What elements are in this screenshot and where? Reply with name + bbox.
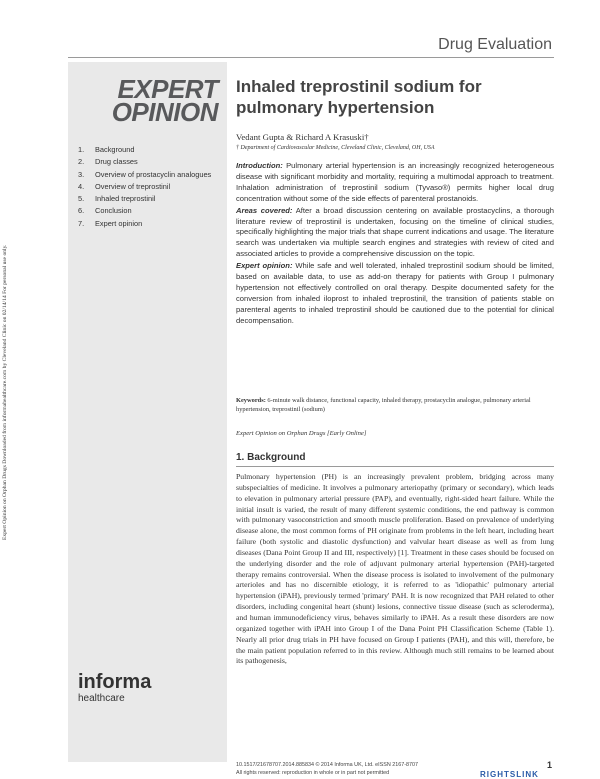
toc-item-prostacyclin-analogues[interactable]: 3. Overview of prostacyclin analogues xyxy=(78,169,212,179)
publisher-name: informa xyxy=(78,671,152,693)
body-paragraph: Pulmonary hypertension (PH) is an increasingly prevalent problem, bridging across many subspecialties of medicine. It involves a pulmonary arteriopathy (primary or secondary), which leads to elevation in pulmonary arterial pressure (PAP), and eventually, right-sided heart failure. While the initial insult is varied, the result of many different systemic conditions, the end pathway is common with pulmonary vasoconstriction and smooth muscle proliferation. Based on prevalence of underlying disease alone, the most common forms of PH originate from problems in the left heart, including heart failure (both systolic and diastolic dysfunction) and valvular heart disease as well as from lung diseases (Dana Point Group II and III, respectively) [1]. Treatment in these cases should be focused on the underlying disorder and the role of adjuvant pulmonary arterial hypertension (PAH)-targeted therapy remains controversial. When the disease process is isolated to involvement of the pulmonary arterioles and has no discernible etiology, it is referred to as 'idiopathic' pulmonary arterial hypertension (iPAH), previously termed 'primary' PAH. It is now recognized that PAH related to other disorders, including congenital heart (shunt) lesions, connective tissue disease (such as scleroderma), and human immunodeficiency virus, behaves similarly to iPAH. As a result these disorders are now organized together with iPAH into Group I of the Dana Point PH Classification Scheme (Table 1). Nearly all prior drug trials in PH have focused on Group I patients (PAH), and this will, therefore, be the main patient population referred to in this review. Although much still remains to be learned about its pathogenesis, xyxy=(236,472,554,666)
abstract xyxy=(236,161,554,328)
section-divider xyxy=(236,466,554,467)
keywords xyxy=(236,396,554,414)
download-stamp xyxy=(0,210,20,540)
footer-doi: 10.1517/21678707.2014.885834 © 2014 Informa UK, Ltd. eISSN 2167-8707 xyxy=(236,762,419,768)
journal-citation: Expert Opinion on Orphan Drugs [Early Online] xyxy=(236,430,367,437)
toc-item-expert-opinion[interactable]: 7. Expert opinion xyxy=(78,218,143,228)
page-number: 1 xyxy=(547,760,553,770)
keywords-list: 6-minute walk distance, functional capacity, inhaled therapy, prostacyclin analogue, pulmonary arterial hypertension, treprostinil (sodium) xyxy=(236,397,531,414)
abstract-introduction: Introduction: Pulmonary arterial hypertension is an increasingly recognized heterogeneous disease with significant morbidity and mortality, requiring a multimodal approach to treatment. Inhalation administration of treprostinil sodium (Tyvaso®) permits higher local drug concentration without some of the side effects of parenteral prostanoids. xyxy=(236,161,554,203)
article-authors: Vedant Gupta & Richard A Krasuski† xyxy=(236,132,369,142)
section-heading-background: 1. Background xyxy=(236,452,306,463)
sidebar xyxy=(68,62,227,762)
toc-item-treprostinil-overview[interactable]: 4. Overview of treprostinil xyxy=(78,181,171,191)
download-stamp-text: Expert Opinion on Orphan Drugs Downloaded from informahealthcare.com by Cleveland Clinic on 02/14/14 For personal use only. xyxy=(2,244,8,540)
journal-logo xyxy=(68,74,218,127)
abstract-areas-covered: Areas covered: After a broad discussion centering on available prostacyclins, a thorough literature review of treprostinil is undertaken, focusing on the timeline of clinical studies, specifically highlighting the major trials that shape current indications and usage. The literature search was undertaken via multiple search engines and strategies with review of cited and associated articles to provide a comprehensive discussion on the topic. xyxy=(236,205,554,259)
journal-logo-line1: EXPERT xyxy=(117,74,218,104)
publisher-subtitle: healthcare xyxy=(78,693,125,704)
publisher-logo xyxy=(78,672,151,705)
article-title: Inhaled treprostinil sodium for pulmonary hypertension xyxy=(236,77,482,117)
abstract-expert-opinion: Expert opinion: While safe and well tolerated, inhaled treprostinil sodium should be limited, based on available data, to use as add-on therapy for patients with Group I pulmonary hypertension not effectively controlled on oral therapy. Despite documented safety for the conversion from inhaled iloprost to inhaled treprostinil, the transition of patients stable on parenteral agents to inhaled treprostinil should be cautioned due to the potential for clinical decompensation. xyxy=(236,261,555,325)
toc-item-drug-classes[interactable]: 2. Drug classes xyxy=(78,157,138,167)
toc-item-conclusion[interactable]: 6. Conclusion xyxy=(78,206,132,216)
journal-logo-line2: OPINION xyxy=(111,97,218,127)
section-label: Drug Evaluation xyxy=(438,36,552,53)
header-divider xyxy=(68,57,554,58)
toc-item-background[interactable]: 1. Background xyxy=(78,145,135,154)
toc-item-inhaled-treprostinil[interactable]: 5. Inhaled treprostinil xyxy=(78,194,156,204)
rightslink-logo: RIGHTSLINK xyxy=(480,770,539,779)
footer-rights: All rights reserved: reproduction in whole or in part not permitted xyxy=(236,770,390,776)
article-affiliation: † Department of Cardiovascular Medicine, Cleveland Clinic, Cleveland, OH, USA xyxy=(236,145,435,151)
table-of-contents xyxy=(78,144,223,230)
keywords-label: Keywords: xyxy=(236,397,266,404)
